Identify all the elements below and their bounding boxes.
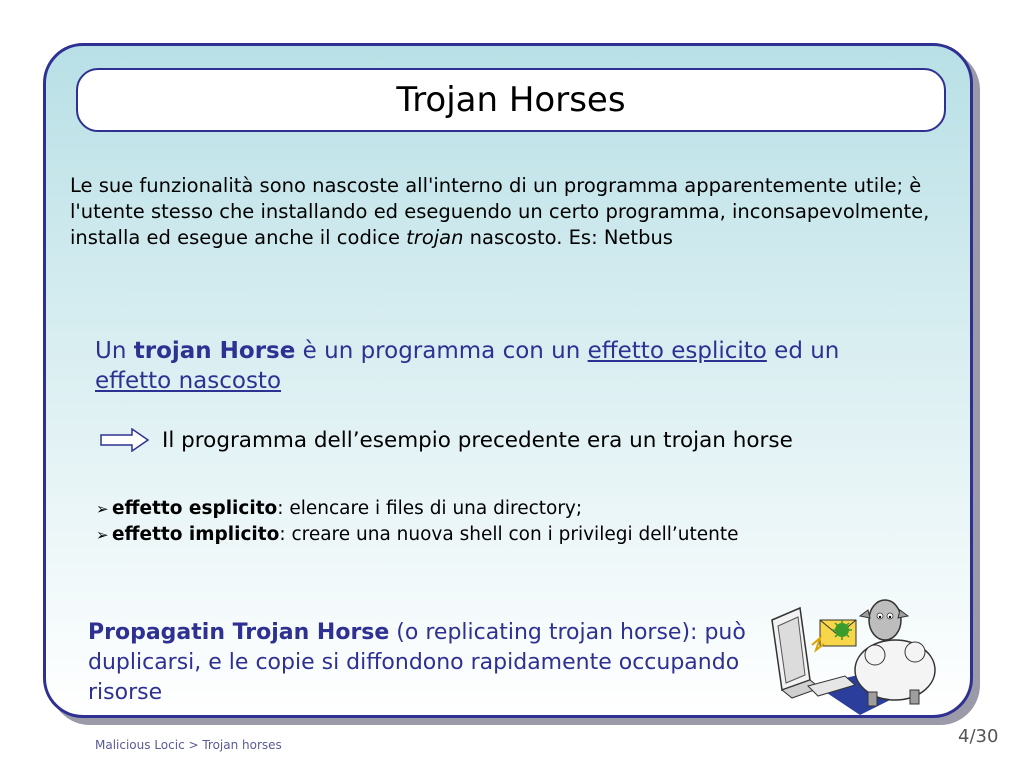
page-number: 4/30 <box>958 726 999 747</box>
definition-text: ed un <box>766 338 840 364</box>
bullet-bold: effetto implicito <box>112 524 280 545</box>
arrow-text: Il programma dell’esempio precedente era un trojan horse <box>162 427 793 453</box>
bullet-bold: effetto esplicito <box>112 498 278 519</box>
definition-text: Un <box>95 338 134 364</box>
list-item <box>96 496 739 522</box>
hidden-effect-link[interactable]: effetto nascosto <box>95 368 282 394</box>
bullet-arrow-icon: ➢ <box>96 500 109 518</box>
definition <box>95 336 915 396</box>
intro-paragraph <box>70 173 950 251</box>
intro-text: Le sue funzionalità sono nascoste all'interno di un programma apparentemente utile; è l'utente stesso che installando ed eseguendo un certo programma, inconsapevolmente, installa ed esegue anche il codice <box>70 174 930 249</box>
intro-italic: trojan <box>406 226 464 249</box>
slide-title: Trojan Horses <box>396 80 626 120</box>
bullet-arrow-icon: ➢ <box>96 526 109 544</box>
arrow-statement <box>100 424 960 456</box>
footer-breadcrumb: Malicious Locic > Trojan horses <box>95 738 282 752</box>
propagating-bold: Propagatin Trojan Horse <box>88 620 390 645</box>
right-arrow-icon <box>100 428 150 452</box>
sheep-computer-clipart <box>760 590 960 720</box>
propagating-text: (o replicating trojan horse): può duplicarsi, e le copie si diffondono rapidamente occupando risorse <box>88 620 746 705</box>
explicit-effect-link[interactable]: effetto esplicito <box>587 338 767 364</box>
propagating-trojan <box>88 618 768 708</box>
title-box <box>76 68 946 132</box>
definition-text: è un programma con un <box>295 338 588 364</box>
list-item <box>96 522 739 548</box>
bullet-text: : creare una nuova shell con i privilegi dell’utente <box>279 524 739 545</box>
definition-bold: trojan Horse <box>133 338 296 364</box>
intro-text-end: nascosto. Es: Netbus <box>463 226 673 249</box>
bullet-text: : elencare i files di una directory; <box>277 498 583 519</box>
bullet-list <box>96 496 739 548</box>
